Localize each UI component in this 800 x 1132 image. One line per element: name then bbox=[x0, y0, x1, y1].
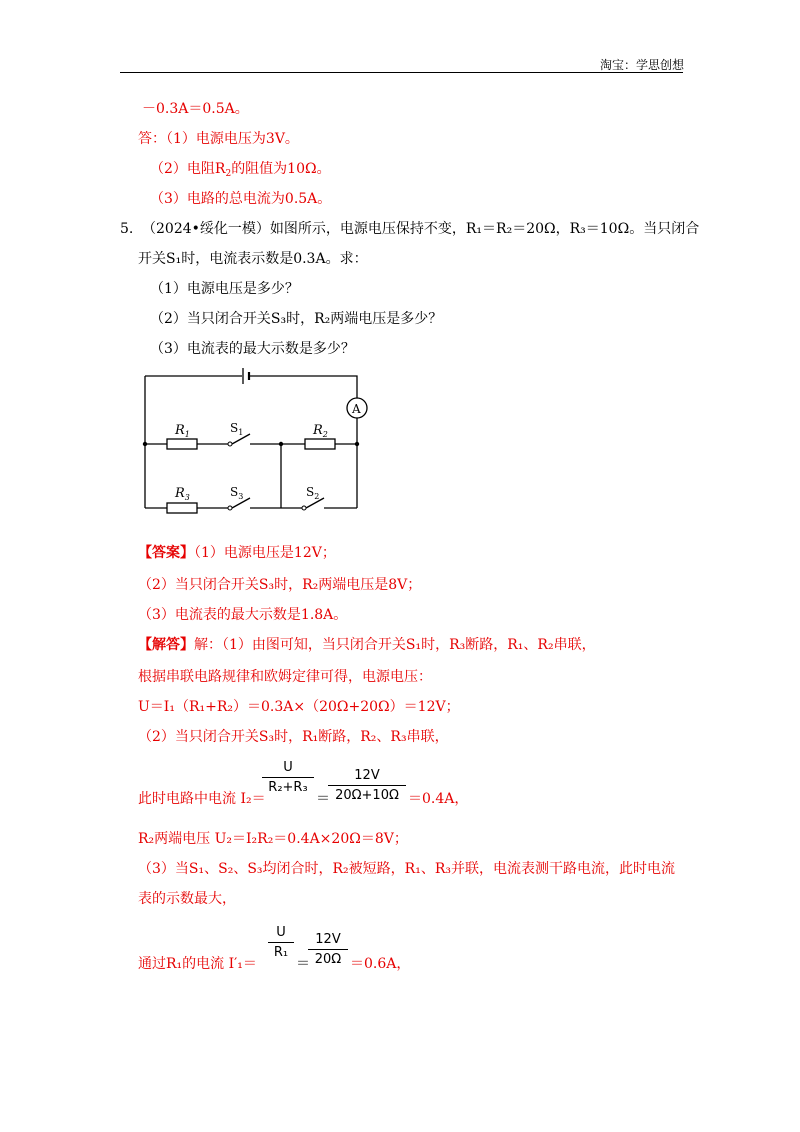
fraction-3-bar bbox=[268, 942, 294, 943]
prev-line0: －0.3A＝0.5A。 bbox=[142, 101, 249, 117]
label-s1: $S_1$ bbox=[230, 421, 244, 437]
solution-line6: R₂两端电压 U₂＝I₂R₂＝0.4A×20Ω＝8V； bbox=[138, 831, 408, 847]
question-3: （3）电流表的最大示数是多少？ bbox=[150, 341, 355, 357]
label-s2: $S_2$ bbox=[306, 485, 320, 501]
fraction-u-over-r1 bbox=[268, 925, 294, 960]
prev-answer-2-post: 的阻值为10Ω。 bbox=[231, 161, 331, 177]
solution-tag: 【解答】 bbox=[138, 637, 194, 653]
switch-s1-left-contact bbox=[228, 442, 232, 446]
header-rule bbox=[120, 72, 683, 73]
solution-line5-pre: 此时电路中电流 I₂＝ bbox=[138, 791, 266, 807]
fraction-3-numerator: U bbox=[276, 925, 286, 940]
fraction-1-numerator: U bbox=[283, 760, 293, 775]
solution-line1 bbox=[138, 636, 596, 654]
solution-text-1: 解：（1）由图可知，当只闭合开关S₁时，R₃断路，R₁、R₂串联， bbox=[194, 637, 596, 653]
ammeter-label: A bbox=[352, 402, 361, 416]
answer-2: （2）当只闭合开关S₃时，R₂两端电压是8V； bbox=[138, 577, 422, 593]
fraction-4-numerator: 12V bbox=[315, 932, 341, 947]
prev-answer-3: （3）电路的总电流为0.5A。 bbox=[150, 191, 332, 207]
question-1: （1）电源电压是多少？ bbox=[150, 281, 299, 297]
solution-line2: 根据串联电路规律和欧姆定律可得，电源电压： bbox=[138, 669, 432, 685]
junction-middle bbox=[279, 442, 283, 446]
question-line2: 开关S₁时，电流表示数是0.3A。求： bbox=[138, 251, 368, 267]
answer-3: （3）电流表的最大示数是1.8A。 bbox=[138, 607, 348, 623]
prev-answer-2 bbox=[150, 160, 331, 183]
fraction-3-denominator: R₁ bbox=[273, 945, 289, 960]
fraction-12v-over-20ohm bbox=[308, 932, 348, 967]
circuit-diagram bbox=[130, 362, 370, 522]
solution-line5-post: ＝0.4A， bbox=[408, 791, 469, 807]
label-r3: $R_3$ bbox=[175, 486, 190, 502]
solution-line3: U＝I₁（R₁+R₂）＝0.3A×（20Ω+20Ω）＝12V； bbox=[138, 699, 460, 715]
fraction-2-bar bbox=[328, 785, 406, 786]
prev-answer-1: （1）电源电压为3V。 bbox=[166, 131, 299, 147]
fraction-2-denominator: 20Ω+10Ω bbox=[335, 788, 399, 803]
question-line1: （2024•绥化一模）如图所示，电源电压保持不变，R₁＝R₂＝20Ω，R₃＝10Ω。当只闭合 bbox=[142, 221, 700, 237]
solution-line8: 表的示数最大， bbox=[138, 891, 236, 907]
solution-line9-pre: 通过R₁的电流 I′₁＝ bbox=[138, 956, 257, 972]
question-2: （2）当只闭合开关S₃时，R₂两端电压是多少？ bbox=[150, 311, 443, 327]
equals-2: ＝ bbox=[296, 956, 310, 972]
fraction-4-bar bbox=[308, 949, 348, 950]
fraction-12v-over-30ohm bbox=[328, 768, 406, 803]
prev-answer-2-sub: 2 bbox=[225, 169, 232, 179]
resistor-r1 bbox=[167, 439, 197, 449]
solution-line9-post: ＝0.6A， bbox=[350, 956, 411, 972]
label-s3: $S_3$ bbox=[230, 485, 244, 501]
prev-answer bbox=[138, 130, 299, 148]
switch-s3-left-contact bbox=[228, 506, 232, 510]
fraction-4-denominator: 20Ω bbox=[314, 952, 342, 967]
answer-1: （1）电源电压是12V； bbox=[194, 545, 336, 561]
question-number: 5. bbox=[120, 221, 134, 237]
label-r2: $R_2$ bbox=[313, 423, 328, 439]
solution-line4: （2）当只闭合开关S₃时，R₁断路，R₂、R₃串联， bbox=[138, 729, 449, 745]
answer-line1 bbox=[138, 544, 336, 562]
fraction-1-denominator: R₂+R₃ bbox=[268, 780, 308, 795]
label-r1: $R_1$ bbox=[175, 423, 190, 439]
fraction-1-bar bbox=[262, 777, 314, 778]
prev-answer-label: 答： bbox=[138, 131, 166, 147]
prev-answer-2-pre: （2）电阻R bbox=[150, 161, 226, 177]
resistor-r2 bbox=[305, 439, 335, 449]
equals-1: ＝ bbox=[316, 791, 330, 807]
fraction-2-numerator: 12V bbox=[354, 768, 380, 783]
fraction-u-over-r2r3 bbox=[262, 760, 314, 795]
solution-line7: （3）当S₁、S₂、S₃均闭合时，R₂被短路，R₁、R₃并联，电流表测干路电流，此时电流 bbox=[138, 861, 675, 877]
junction-left-upper bbox=[143, 442, 147, 446]
top-wire-right bbox=[250, 376, 357, 398]
page-header-source: 淘宝：学思创想 bbox=[599, 58, 684, 72]
resistor-r3 bbox=[167, 503, 197, 513]
junction-right-upper bbox=[355, 442, 359, 446]
switch-s2-left-contact bbox=[302, 506, 306, 510]
answer-tag: 【答案】 bbox=[138, 545, 194, 561]
